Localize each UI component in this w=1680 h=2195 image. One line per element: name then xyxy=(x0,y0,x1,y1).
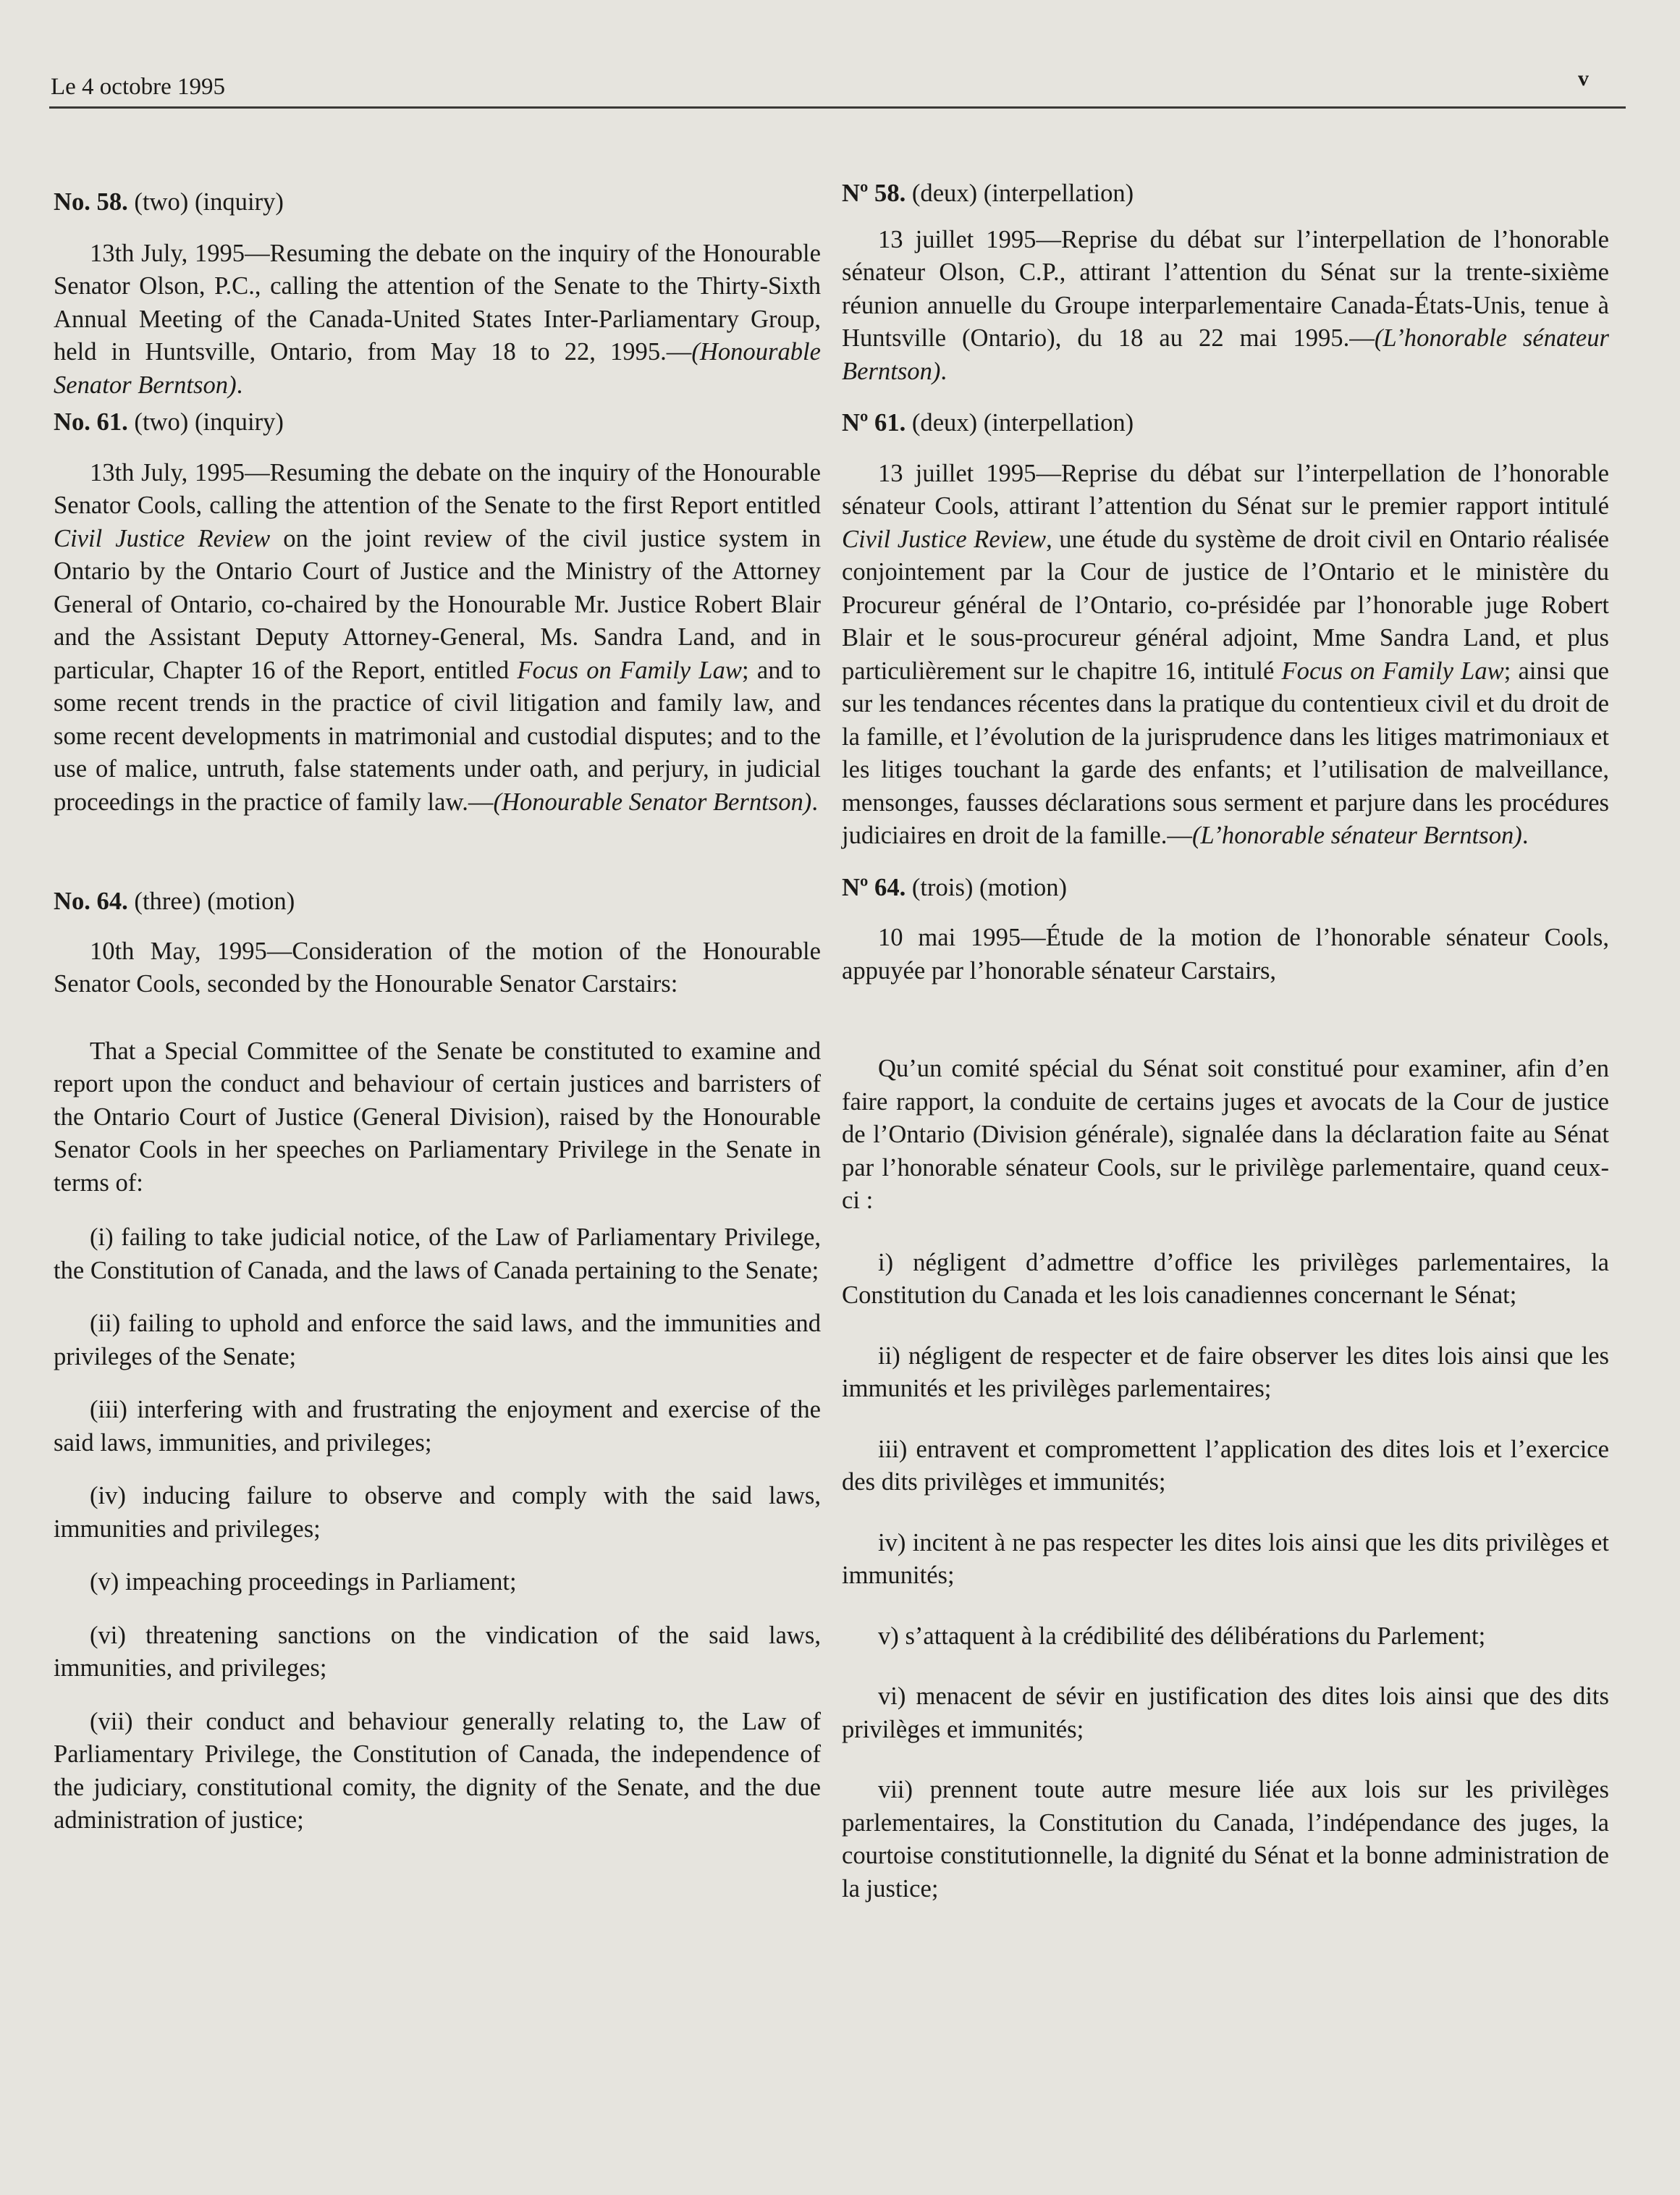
chapter-title: Focus on Family Law xyxy=(1281,657,1504,685)
chapter-title: Focus on Family Law xyxy=(517,656,742,684)
motion-clause: (ii) failing to uphold and enforce the said laws, and the immunities and privileges of the Senate; xyxy=(54,1310,821,1370)
motion-clause: vii) prennent toute autre mesure liée aux lois sur les privilèges parlementaires, la Constitution du Canada, l’indépendance des juges, la courtoise constitutionnelle, la dignité du Sénat et la bonne administration de la justice; xyxy=(842,1776,1609,1903)
page-number: v xyxy=(1578,67,1589,90)
item-61-text xyxy=(842,458,1609,853)
item-61-text xyxy=(54,457,821,820)
item-number: Nº 64. xyxy=(842,873,906,901)
motion-clause: (iv) inducing failure to observe and comply with the said laws, immunities and privileges; xyxy=(54,1482,821,1543)
motion-clause: iv) incitent à ne pas respecter les dites lois ainsi que les dits privilèges et immunités; xyxy=(842,1528,1609,1589)
motion-clause: (vi) threatening sanctions on the vindication of the said laws, immunities, and privileges; xyxy=(54,1621,821,1682)
item-number: No. 64. xyxy=(54,888,128,915)
english-column xyxy=(54,177,821,1837)
motion-text: Qu’un comité spécial du Sénat soit constitué pour examiner, afin d’en faire rapport, la conduite de certains juges et avocats de la Cour de justice de l’Ontario (Division générale), signalée dans la déclaration faite au Sénat par l’honorable sénateur Cools, sur le privilège parlementaire, quand ceux-ci : xyxy=(842,1055,1609,1214)
sponsor: (Honourable Senator Berntson) xyxy=(493,788,812,816)
item-label: (two) (inquiry) xyxy=(127,408,284,436)
item-64-text: 10 mai 1995—Étude de la motion de l’honorable sénateur Cools, appuyée par l’honorable sénateur Carstairs, xyxy=(842,924,1609,985)
motion-clause: iii) entravent et compromettent l’application des dites lois et l’exercice des dits privilèges et immunités; xyxy=(842,1435,1609,1496)
item-number: Nº 58. xyxy=(842,180,906,207)
item-64-heading xyxy=(54,885,821,919)
sponsor: (Honourable Senator Berntson) xyxy=(54,338,821,399)
item-label: (two) (inquiry) xyxy=(127,188,284,216)
end-punct: . xyxy=(236,371,243,399)
item-text: 13th July, 1995—Resuming the debate on the inquiry of the Honourable Senator Cools, calling the attention of the Senate to the first Report entitled xyxy=(54,458,821,519)
item-number: No. 61. xyxy=(54,408,128,436)
header-rule xyxy=(49,106,1626,109)
item-label: (three) (motion) xyxy=(127,888,295,915)
item-text: 13 juillet 1995—Reprise du débat sur l’interpellation de l’honorable sénateur Olson, C.P., attirant l’attention du Sénat sur la trente-sixième réunion annuelle du Groupe interparlementaire Canada-États-Unis, tenue à Huntsville (Ontario), du 18 au 22 mai 1995.— xyxy=(842,225,1609,352)
motion-clause: vi) menacent de sévir en justification des dites lois ainsi que des dits privilèges et immunités; xyxy=(842,1682,1609,1743)
page-date: Le 4 octobre 1995 xyxy=(51,74,226,100)
motion-clause: ii) négligent de respecter et de faire observer les dites lois ainsi que les immunités et les privilèges parlementaires; xyxy=(842,1341,1609,1402)
end-punct: . xyxy=(940,357,947,385)
motion-text: That a Special Committee of the Senate be constituted to examine and report upon the conduct and behaviour of certain justices and barristers of the Ontario Court of Justice (General Division), raised by the Honourable Senator Cools in her speeches on Parliamentary Privilege in the Senate in terms of: xyxy=(54,1037,821,1197)
motion-clause: v) s’attaquent à la crédibilité des délibérations du Parlement; xyxy=(878,1622,1486,1650)
item-61-heading xyxy=(54,406,821,439)
motion-clause: (vii) their conduct and behaviour generally relating to, the Law of Parliamentary Privilege, the Constitution of Canada, the independence of the judiciary, constitutional comity, the dignity of the Senate, and the due administration of justice; xyxy=(54,1707,821,1834)
item-text: 13th July, 1995—Resuming the debate on the inquiry of the Honourable Senator Olson, P.C., calling the attention of the Senate to the Thirty-Sixth Annual Meeting of the Canada-United States Inter-Parliamentary Group, held in Huntsville, Ontario, from May 18 to 22, 1995.— xyxy=(54,239,821,366)
motion-clause: i) négligent d’admettre d’office les privilèges parlementaires, la Constitution du Canada et les lois canadiennes concernant le Sénat; xyxy=(842,1248,1609,1309)
motion-clause: (i) failing to take judicial notice, of the Law of Parliamentary Privilege, the Constitution of Canada, and the laws of Canada pertaining to the Senate; xyxy=(54,1223,821,1284)
sponsor: (L’honorable sénateur Berntson) xyxy=(1191,822,1522,849)
end-punct: . xyxy=(811,788,818,816)
item-58-text xyxy=(842,224,1609,389)
report-title: Civil Justice Review xyxy=(54,524,271,552)
item-text: 13 juillet 1995—Reprise du débat sur l’interpellation de l’honorable sénateur Cools, attirant l’attention du Sénat sur le premier rapport intitulé xyxy=(842,459,1609,520)
item-number: Nº 61. xyxy=(842,409,906,437)
item-64-text: 10th May, 1995—Consideration of the motion of the Honourable Senator Cools, seconded by the Honourable Senator Carstairs: xyxy=(54,937,821,998)
french-column xyxy=(842,177,1609,1905)
item-text: , une étude du système de droit civil en Ontario réalisée conjointement par la Cour de justice de l’Ontario et le ministère du Procureur général de l’Ontario, co-présidée par l’honorable juge Robert Blair et le sous-procureur général adjoint, Mme Sandra Land, et plus particulièrement sur le chapitre 16, intitulé xyxy=(842,525,1609,685)
sponsor: (L’honorable sénateur Berntson) xyxy=(842,324,1609,385)
report-title: Civil Justice Review xyxy=(842,525,1047,553)
end-punct: . xyxy=(1521,822,1529,849)
motion-clause: (v) impeaching proceedings in Parliament; xyxy=(90,1568,517,1596)
item-58-heading xyxy=(842,177,1609,211)
item-text: ; ainsi que sur les tendances récentes dans la pratique du contentieux civil et du droit de la famille, et l’évolution de la jurisprudence dans les litiges matrimoniaux et les litiges touchant la garde des enfants; et l’utilisation de malveillance, mensonges, fausses déclarations sous serment et parjure dans les procédures judiciaires en droit de la famille.— xyxy=(842,657,1609,849)
item-label: (deux) (interpellation) xyxy=(906,409,1134,437)
item-label: (trois) (motion) xyxy=(906,873,1068,901)
item-58-text xyxy=(54,237,821,403)
motion-clause: (iii) interfering with and frustrating the enjoyment and exercise of the said laws, immunities, and privileges; xyxy=(54,1396,821,1457)
item-label: (deux) (interpellation) xyxy=(906,180,1134,207)
item-text: ; and to some recent trends in the practice of civil litigation and family law, and some recent developments in matrimonial and custodial disputes; and to the use of malice, untruth, false statements under oath, and perjury, in judicial proceedings in the practice of family law.— xyxy=(54,656,821,816)
item-58-heading xyxy=(54,186,821,219)
item-64-heading xyxy=(842,872,1609,905)
item-61-heading xyxy=(842,407,1609,440)
item-number: No. 58. xyxy=(54,188,128,216)
item-text: on the joint review of the civil justice system in Ontario by the Ontario Court of Justice and the Ministry of the Attorney General of Ontario, co-chaired by the Honourable Mr. Justice Robert Blair and the Assistant Deputy Attorney-General, Ms. Sandra Land, and in particular, Chapter 16 of the Report, entitled xyxy=(54,524,821,684)
